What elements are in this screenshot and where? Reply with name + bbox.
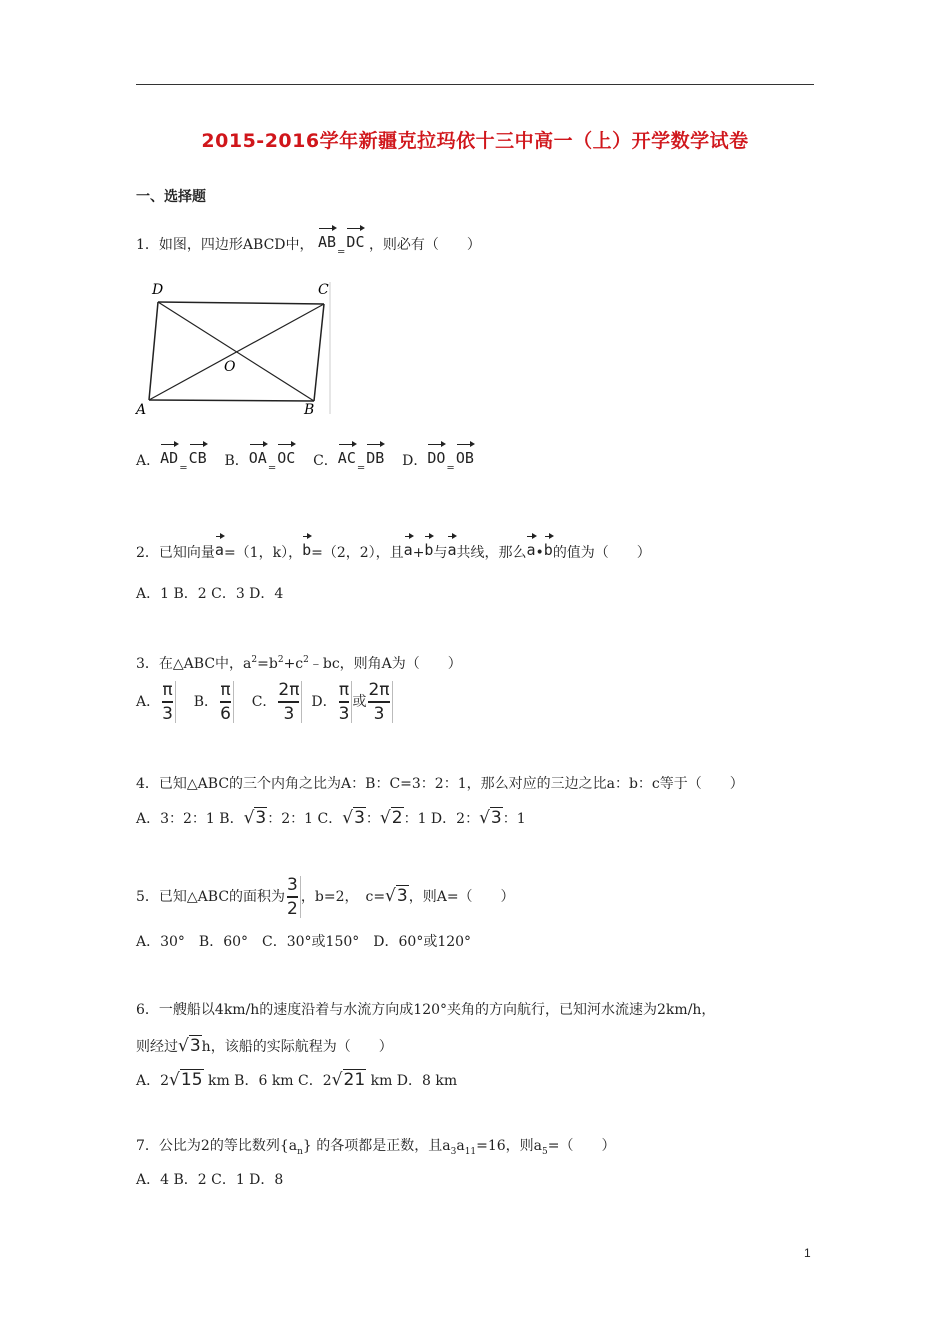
radicand: 3 bbox=[255, 808, 267, 828]
sqrt-3: √3 bbox=[178, 1036, 201, 1056]
vector-ob: OB bbox=[456, 444, 474, 468]
page-title: 2015-2016学年新疆克拉玛依十三中高一（上）开学数学试卷 bbox=[201, 130, 749, 152]
radicand: 3 bbox=[396, 886, 408, 906]
fraction-pi-3 bbox=[160, 681, 176, 723]
text-fragment: =16，则a bbox=[476, 1138, 543, 1154]
text-fragment: +c bbox=[283, 656, 304, 672]
text-fragment: 5．已知△ABC的面积为 bbox=[136, 889, 286, 905]
question-7-options: A．4 B．2 C．1 D．8 bbox=[136, 1172, 284, 1188]
option-b-label: B． bbox=[193, 694, 219, 710]
option-b-label: B． bbox=[224, 453, 249, 469]
text-fragment: 与 bbox=[433, 545, 448, 561]
text-fragment: ，b=2， c= bbox=[300, 889, 386, 905]
text-fragment: ，则A=（ ） bbox=[408, 889, 515, 905]
denominator: 3 bbox=[373, 703, 385, 724]
sqrt-3: √3 bbox=[479, 808, 502, 828]
vector-a: a bbox=[404, 536, 413, 560]
equals-sign: = bbox=[446, 463, 455, 474]
text-fragment: 3．在△ABC中，a bbox=[136, 656, 252, 672]
text-fragment: 共线，那么 bbox=[456, 545, 527, 561]
sqrt-3: √3 bbox=[342, 808, 365, 828]
question-1-tail: ，则必有（ ） bbox=[368, 237, 481, 253]
option-a-label: A． bbox=[136, 453, 161, 469]
question-4-options bbox=[136, 808, 526, 829]
text-fragment: } 的各项都是正数，且a bbox=[302, 1138, 451, 1154]
option-c-label: C． bbox=[251, 694, 277, 710]
text-fragment: ：1 bbox=[502, 811, 526, 827]
vector-db: DB bbox=[366, 444, 384, 468]
superscript: 2 bbox=[277, 655, 284, 665]
question-1 bbox=[136, 228, 481, 263]
vector-ad: AD bbox=[160, 444, 178, 468]
question-5-options: A．30° B．60° C．30°或150° D．60°或120° bbox=[136, 934, 472, 950]
section-heading: 一、选择题 bbox=[136, 189, 206, 205]
fraction-2pi-3 bbox=[366, 681, 392, 723]
sqrt-3: √3 bbox=[243, 808, 267, 828]
question-3-options bbox=[136, 680, 393, 724]
label-b: B bbox=[304, 402, 315, 418]
radicand: 3 bbox=[354, 808, 365, 828]
vector-b: b bbox=[302, 536, 311, 560]
numerator: 3 bbox=[287, 875, 298, 896]
text-fragment: km B．6 km C．2 bbox=[203, 1073, 332, 1089]
numerator: 2π bbox=[368, 680, 390, 701]
or-text: 或 bbox=[352, 694, 367, 710]
option-c-label: C． bbox=[313, 453, 338, 469]
question-1-options bbox=[136, 444, 474, 479]
label-o: O bbox=[224, 359, 236, 375]
vector-a: a bbox=[526, 536, 535, 560]
denominator: 3 bbox=[338, 703, 350, 724]
text-fragment: =（2，2），且 bbox=[311, 545, 404, 561]
fraction-3-2 bbox=[285, 876, 301, 918]
equals-sign: = bbox=[356, 463, 366, 474]
subscript: 11 bbox=[464, 1147, 477, 1157]
option-d-label: D． bbox=[311, 694, 337, 710]
denominator: 3 bbox=[283, 703, 295, 724]
header-rule bbox=[136, 84, 814, 85]
text-fragment: =（ ） bbox=[547, 1138, 616, 1154]
question-6-line-2 bbox=[136, 1036, 393, 1057]
text-fragment: =（1，k）， bbox=[223, 545, 303, 561]
question-4: 4．已知△ABC的三个内角之比为A：B：C=3：2：1，那么对应的三边之比a：b：c等于（ ） bbox=[136, 776, 744, 792]
numerator: π bbox=[220, 680, 231, 701]
text-fragment: 的值为（ ） bbox=[552, 545, 651, 561]
option-a-label: A． bbox=[136, 694, 161, 710]
radicand: 3 bbox=[189, 1036, 201, 1056]
vector-oc: OC bbox=[277, 444, 295, 468]
fraction-bar bbox=[339, 701, 350, 703]
denominator: 3 bbox=[162, 703, 173, 724]
numerator: π bbox=[162, 680, 173, 701]
sqrt-3: √3 bbox=[385, 886, 408, 906]
text-fragment: A．2 bbox=[136, 1073, 170, 1089]
page-number: 1 bbox=[804, 1246, 811, 1260]
sqrt-15: √15 bbox=[169, 1070, 203, 1090]
equals-sign: = bbox=[179, 463, 188, 474]
fraction-bar bbox=[368, 701, 389, 703]
vector-oa: OA bbox=[249, 444, 267, 468]
text-fragment: 7．公比为2的等比数列{a bbox=[136, 1138, 298, 1154]
sqrt-2: √2 bbox=[379, 808, 403, 828]
radicand: 21 bbox=[343, 1070, 366, 1090]
question-5 bbox=[136, 874, 515, 919]
vector-b: b bbox=[544, 536, 553, 560]
question-2 bbox=[136, 536, 651, 563]
subscript: 5 bbox=[542, 1147, 548, 1157]
text-fragment: 则经过 bbox=[136, 1039, 178, 1055]
sqrt-21: √21 bbox=[331, 1070, 366, 1090]
radicand: 15 bbox=[180, 1070, 203, 1090]
fraction-bar bbox=[162, 701, 173, 703]
vector-ab: AB bbox=[318, 228, 336, 252]
radicand: 3 bbox=[490, 808, 502, 828]
vector-b: b bbox=[424, 536, 433, 560]
question-3 bbox=[136, 650, 462, 674]
text-fragment: a bbox=[456, 1138, 465, 1154]
vector-ac: AC bbox=[338, 444, 356, 468]
fraction-2pi-3 bbox=[276, 681, 302, 723]
label-d: D bbox=[152, 282, 164, 298]
label-a: A bbox=[136, 402, 147, 418]
vector-do: DO bbox=[427, 444, 445, 468]
question-7 bbox=[136, 1136, 616, 1162]
subscript: n bbox=[297, 1147, 303, 1157]
fraction-pi-6 bbox=[218, 681, 234, 723]
question-2-options: A．1 B．2 C．3 D．4 bbox=[136, 586, 284, 602]
label-c: C bbox=[318, 282, 329, 298]
radicand: 2 bbox=[391, 808, 403, 828]
dot-operator: • bbox=[535, 545, 544, 561]
fraction-bar bbox=[278, 701, 299, 703]
fraction-bar bbox=[220, 701, 231, 703]
text-fragment: ： bbox=[365, 811, 380, 827]
vector-cb: CB bbox=[189, 444, 207, 468]
option-d-label: D． bbox=[402, 453, 428, 469]
question-2-text: 2．已知向量 bbox=[136, 545, 215, 561]
text-fragment: A．3：2：1 B． bbox=[136, 811, 244, 827]
text-fragment: ：2：1 C． bbox=[267, 811, 343, 827]
vector-a: a bbox=[215, 536, 224, 560]
denominator: 2 bbox=[287, 898, 298, 919]
equals-sign: = bbox=[267, 463, 277, 474]
text-fragment: km D．8 km bbox=[366, 1073, 458, 1089]
equals-sign: = bbox=[337, 247, 346, 258]
parallelogram-figure bbox=[134, 278, 334, 418]
superscript: 2 bbox=[251, 655, 258, 665]
fraction-pi-3 bbox=[337, 681, 353, 723]
denominator: 6 bbox=[220, 703, 231, 724]
text-fragment: + bbox=[412, 545, 425, 561]
question-6-options bbox=[136, 1070, 457, 1091]
vector-a: a bbox=[447, 536, 456, 560]
text-fragment: h，该船的实际航程为（ ） bbox=[201, 1039, 393, 1055]
question-6-line-1: 6．一艘船以4km/h的速度沿着与水流方向成120°夹角的方向航行，已知河水流速为2km/h， bbox=[136, 1002, 716, 1018]
vector-dc: DC bbox=[346, 228, 364, 252]
question-1-text: 1．如图，四边形ABCD中， bbox=[136, 237, 314, 253]
numerator: 2π bbox=[278, 680, 300, 701]
text-fragment: ：1 D．2： bbox=[403, 811, 480, 827]
subscript: 3 bbox=[450, 1147, 457, 1157]
text-fragment: =b bbox=[257, 656, 278, 672]
fraction-bar bbox=[287, 896, 298, 898]
superscript: 2 bbox=[303, 655, 309, 665]
numerator: π bbox=[338, 680, 350, 701]
text-fragment: ﹣bc，则角A为（ ） bbox=[308, 656, 462, 672]
